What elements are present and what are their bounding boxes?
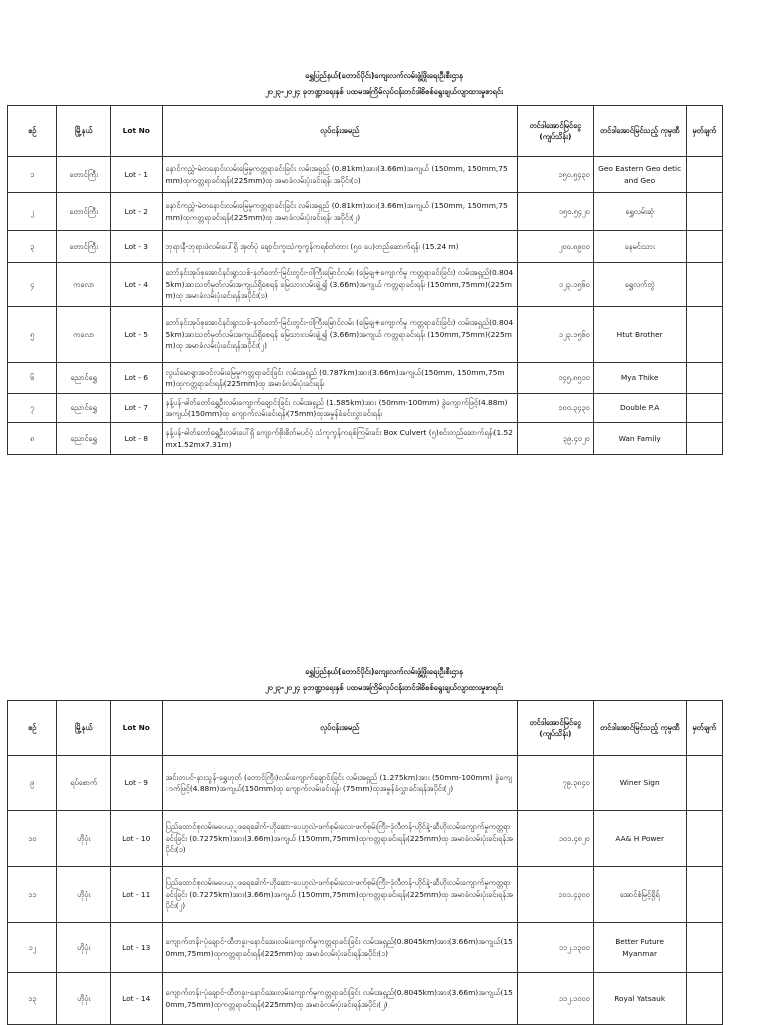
row-work-cell: ကျောက်တန်း-ပုံချောင်-ထီတခူး-နောင်အေးလမ်းကျောက်မှုကတ္တရာခင်းခြင်း လမ်းအရှည်(0.8045km)အား(3.66m)အကျယ်(150mm,75mm)ထုကတ္တရာခင်းရန်၊(225mm)ထု အမာခံလမ်းပုံးခင်းရန်အပိုင်း(၂): [162, 973, 517, 1025]
row-work-cell: နောင်ကညွှဲ-မဲတနောင်းလမ်းမြေမှုကတ္တရာခင်းခြင်း လမ်းအရှည် (0.81km)အား(3.66m)အကျယ် (150mm, 150mm,75mm)ထုကတ္တရာခင်းရန်၊(225mm)ထု အမာခံလမ်းပုံးခင်းရန်၊ အပိုင်း(၂): [162, 193, 517, 231]
row-remark-cell: [686, 193, 722, 231]
row-amount-cell: ၁၁၂.၁၃၀၀: [517, 923, 593, 973]
row-no-cell: ၅: [8, 307, 57, 363]
row-company-cell: Geo Eastern Geo detic and Geo: [593, 157, 686, 193]
header-lot: Lot No: [111, 701, 163, 756]
row-lot-cell: Lot - 14: [111, 973, 163, 1025]
row-remark-cell: [686, 157, 722, 193]
header-remark: မှတ်ချက်: [686, 701, 722, 756]
row-no-cell: ၂: [8, 193, 57, 231]
table-row: [8, 307, 723, 363]
row-remark-cell: [686, 307, 722, 363]
row-township-cell: ဟိုပုံး: [57, 923, 111, 973]
row-township-cell: ဟိုပုံး: [57, 973, 111, 1025]
row-township-cell: တောင်ကြီး: [57, 231, 111, 263]
table-row: [8, 193, 723, 231]
header-lot: Lot No: [111, 106, 163, 157]
row-no-cell: ၁၁: [8, 867, 57, 923]
row-amount-cell: ၁၀၀.၃၄၃၀: [517, 394, 593, 423]
row-lot-cell: Lot - 5: [111, 307, 163, 363]
row-company-cell: Better Future Myanmar: [593, 923, 686, 973]
table-row: [8, 923, 723, 973]
header-amount: တင်ဒါအောင်မြင်ငွေ (ကျပ်သိန်း): [517, 701, 593, 756]
row-lot-cell: Lot - 13: [111, 923, 163, 973]
row-company-cell: Royal Yatsauk: [593, 973, 686, 1025]
row-no-cell: ၇: [8, 394, 57, 423]
row-amount-cell: ၁၀၁.၄၃၀၀: [517, 867, 593, 923]
header-remark: မှတ်ချက်: [686, 106, 722, 157]
row-amount-cell: ၁၄၅.၈၅၁၀: [517, 363, 593, 394]
row-remark-cell: [686, 867, 722, 923]
table-row: [8, 756, 723, 811]
header-work: လုပ်ငန်းအမည်: [162, 106, 517, 157]
row-amount-cell: ၁၂၃.၁၅၆၀: [517, 307, 593, 363]
row-remark-cell: [686, 394, 722, 423]
row-work-cell: ဘုရားနီ-ဘုရားဖဲလမ်းပေါ်ရှိ အုတ်ပုံ ချောင်းကူးသံကူကွန်ကရစ်တံတား (၅၀ ပေ)တည်ဆောက်ရန်၊ (15.24 m): [162, 231, 517, 263]
row-company-cell: ခနမင်းသား: [593, 231, 686, 263]
header-no: စဉ်: [8, 106, 57, 157]
row-township-cell: ကလော: [57, 307, 111, 363]
page2-title-line1: ရွှေပြည်နယ်(တောင်ပိုင်း)ကျေးလက်လမ်းဖွံ့ဖြိုးရေးဦးစီးဌာန: [305, 667, 463, 676]
row-lot-cell: Lot - 2: [111, 193, 163, 231]
row-township-cell: ရပ်စောက်: [57, 756, 111, 811]
row-lot-cell: Lot - 4: [111, 263, 163, 307]
row-work-cell: ကျောက်တန်း-ပုံချောင်-ထီတခူး-နောင်အေးလမ်းကျောက်မှုကတ္တရာခင်းခြင်း လမ်းအရှည်(0.8045km)အား(3.66m)အကျယ်(150mm,75mm)ထုကတ္တရာခင်းရန်၊(225mm)ထု အမာခံလမ်းပုံးခင်းရန်အပိုင်း(၁): [162, 923, 517, 973]
row-amount-cell: ၁၅၀.၅၄၃၀: [517, 157, 593, 193]
row-work-cell: နန့်ပန်-ဓါတ်တော်ရွှေဦးလမ်းကျောက်ချောင်းခြင်း လမ်းအရှည် (1.585km)အား (50mm-100mm) ခွဲကျောက်ဖြင့်(4.88m)အကျယ်(150mm)ထု ကျောက်လမ်းခင်းရန်၊(75mm)ထုအမှုန်ခံခင်းလွှာခင်းရန်၊: [162, 394, 517, 423]
row-company-cell: Mya Thike: [593, 363, 686, 394]
row-no-cell: ၃: [8, 231, 57, 263]
row-no-cell: ၁၀: [8, 811, 57, 867]
row-remark-cell: [686, 923, 722, 973]
row-work-cell: အင်းတပင်-နားသွန်-ရွှေဟုတ် (တောင်ကြီး)လမ်းကျောက်ချောင်းခြင်း လမ်းအရှည် (1.275km)အား (50mm-100mm) ခွဲကျောက်ဖြင့်(4.88m)အကျယ်(150mm)ထု ကျောက်လမ်းခင်းရန်၊ (75mm)ထုအမှုန်ခံလွှာခင်းရန်အပိုင်း(၂): [162, 756, 517, 811]
row-no-cell: ၁: [8, 157, 57, 193]
table-row: [8, 394, 723, 423]
row-no-cell: ၄: [8, 263, 57, 307]
row-company-cell: အောင်စံမြင့်ရှိရ်: [593, 867, 686, 923]
header-company: တင်ဒါအောင်မြင်သည့် ကုမ္ပဏီ: [593, 106, 686, 157]
table-row: [8, 263, 723, 307]
row-company-cell: ရွှေလက်တွဲ: [593, 263, 686, 307]
row-work-cell: နန့်ပန်-ဓါတ်တော်ရွှေဦးလမ်းပေါ်ရှိ ကျောက်စိုးစိတ်မပင်ပံ့ သံကူကွန်ကရစ်ကြမ်းခင်း Box Culvert (၅)စင်းတည်ဆောက်ရန်၊(1.52mx1.52mx7.31m): [162, 423, 517, 455]
row-company-cell: Winer Sign: [593, 756, 686, 811]
row-lot-cell: Lot - 6: [111, 363, 163, 394]
header-township: မြို့နယ်: [57, 701, 111, 756]
page1-tender-table: [7, 105, 723, 455]
row-township-cell: တောင်ကြီး: [57, 157, 111, 193]
table-row: [8, 423, 723, 455]
row-amount-cell: ၇၉.၃၈၄၀: [517, 756, 593, 811]
row-company-cell: AA& H Power: [593, 811, 686, 867]
table-header-row: [8, 106, 723, 157]
row-amount-cell: ၁၁၂.၁၀၀၀: [517, 973, 593, 1025]
row-no-cell: ၁၃: [8, 973, 57, 1025]
page2-title-line2: ၂၀၂၃-၂၀၂၄ ခုဘဏ္ဍာရေးနှစ် ပထမအကြိမ်လုပ်ငန်းတင်ဒါစိစစ်ရွေးချယ်လျာထားမှုစာရင်း: [264, 683, 504, 692]
row-township-cell: ကလော: [57, 263, 111, 307]
header-amount: တင်ဒါအောင်မြင်ငွေ (ကျပ်သိန်း): [517, 106, 593, 157]
row-township-cell: ဟိုပုံး: [57, 811, 111, 867]
row-no-cell: ၆: [8, 363, 57, 394]
row-remark-cell: [686, 973, 722, 1025]
header-work: လုပ်ငန်းအမည်: [162, 701, 517, 756]
row-no-cell: ၈: [8, 423, 57, 455]
row-no-cell: ၉: [8, 756, 57, 811]
header-no: စဉ်: [8, 701, 57, 756]
row-company-cell: ရွှေလမ်းဆုံ: [593, 193, 686, 231]
row-amount-cell: ၁၅၀.၅၄၂၀: [517, 193, 593, 231]
row-lot-cell: Lot - 10: [111, 811, 163, 867]
row-remark-cell: [686, 811, 722, 867]
row-lot-cell: Lot - 9: [111, 756, 163, 811]
row-lot-cell: Lot - 3: [111, 231, 163, 263]
header-township: မြို့နယ်: [57, 106, 111, 157]
row-work-cell: ပြည်ထောင်စုလမ်းမပေယ့ူဖရေခေါက်-ဟိုဆော-ပေဟူလဲ-ဖက်စုမ်းလေး-ဖက်စုမ်းကြီး-ဒုံလီတန်-ဟိုင်နဲ့-ဆီဟိုးလမ်းကျောက်မှုကတ္တရာခင်းခြင်း (0.7275km)အား(3.66m)အကျယ် (150mm,75mm)ထုကတ္တရာခင်းရန်၊(225mm)ထု အမာခံလမ်းပုံးခင်းရန်အပိုင်း(၂): [162, 867, 517, 923]
row-work-cell: နောင်ကညွှဲ-မဲတနောင်းလမ်းမြေမှုကတ္တရာခင်းခြင်း လမ်းအရှည် (0.81km)အား(3.66m)အကျယ် (150mm, 150mm,75mm)ထုကတ္တရာခင်းရန်၊(225mm)ထု အမာခံလမ်းပုံးခင်းရန်၊ အပိုင်း(၁): [162, 157, 517, 193]
row-lot-cell: Lot - 7: [111, 394, 163, 423]
row-no-cell: ၁၂: [8, 923, 57, 973]
page2-tender-table: [7, 700, 723, 1025]
row-work-cell: ဘော်နင်းအုပ်စုအောင်နင်းရွာသစ်-နတ်တော်-မြင်းတွင်း-ဝါကြီးမြောင်လမ်း (မြေချ+ကျောက်မှု ကတ္တရာခင်းခြင်း) လမ်းအရှည်(0.8045km)အားသတ်မှတ်လမ်းအကျယ်ရှိစေရန် မြေသားလမ်းချဲ့၍ (3.66m)အကျယ် ကတ္တရာခင်းရန်၊ (150mm,75mm)(225mm)ထု အမာခံလမ်းပုံးခင်းရန်အပိုင်း(၁): [162, 263, 517, 307]
row-company-cell: Double P.A: [593, 394, 686, 423]
row-amount-cell: ၁၀၁.၄၈၂၀: [517, 811, 593, 867]
table-row: [8, 157, 723, 193]
row-amount-cell: ၃၉.၄၀၂၀: [517, 423, 593, 455]
table-row: [8, 867, 723, 923]
table-row: [8, 973, 723, 1025]
table-row: [8, 363, 723, 394]
row-lot-cell: Lot - 11: [111, 867, 163, 923]
row-township-cell: ညောင်ရွှေ: [57, 423, 111, 455]
table-row: [8, 231, 723, 263]
row-work-cell: ဘော်နင်းအုပ်စုအောင်နင်းရွာသစ်-နတ်တော်-မြင်းတွင်း-ဝါကြီးမြောင်လမ်း (မြေချ+ကျောက်မှု ကတ္တရာခင်းခြင်း) လမ်းအရှည်(0.8045km)အားသတ်မှတ်လမ်းအကျယ်ရှိစေရန် မြေသားလမ်းချဲ့၍ (3.66m)အကျယ် ကတ္တရာခင်းရန်၊ (150mm,75mm)(225mm)ထု အမာခံလမ်းပုံးခင်းရန်အပိုင်း(၂): [162, 307, 517, 363]
row-township-cell: တောင်ကြီး: [57, 193, 111, 231]
row-work-cell: ပြည်ထောင်စုလမ်းမပေယ့ူဖရေခေါက်-ဟိုဆော-ပေဟူလဲ-ဖက်စုမ်းလေး-ဖက်စုမ်းကြီး-ဒုံလီတန်-ဟိုင်နဲ့-ဆီဟိုးလမ်းကျောက်မှုကတ္တရာခင်းခြင်း (0.7275km)အား(3.66m)အကျယ် (150mm,75mm)ထုကတ္တရာခင်းရန်၊(225mm)ထု အမာခံလမ်းပုံးခင်းရန်အပိုင်း(၁): [162, 811, 517, 867]
row-company-cell: Wan Family: [593, 423, 686, 455]
row-remark-cell: [686, 423, 722, 455]
row-remark-cell: [686, 363, 722, 394]
table-row: [8, 811, 723, 867]
row-remark-cell: [686, 756, 722, 811]
row-township-cell: ညောင်ရွှေ: [57, 363, 111, 394]
header-company: တင်ဒါအောင်မြင်သည့် ကုမ္ပဏီ: [593, 701, 686, 756]
row-amount-cell: ၁၂၃.၁၅၆၀: [517, 263, 593, 307]
page1-title-line2: ၂၀၂၃-၂၀၂၄ ခုဘဏ္ဍာရေးနှစ် ပထမအကြိမ်လုပ်ငန်းတင်ဒါစိစစ်ရွေးချယ်လျာထားမှုစာရင်း: [264, 87, 504, 96]
row-remark-cell: [686, 231, 722, 263]
table-header-row: [8, 701, 723, 756]
row-township-cell: ညောင်ရွှေ: [57, 394, 111, 423]
row-lot-cell: Lot - 8: [111, 423, 163, 455]
row-amount-cell: ၂၀၀.၈၉၀၀: [517, 231, 593, 263]
row-remark-cell: [686, 263, 722, 307]
row-work-cell: လွယ်မောရွာအဝင်လမ်းမြေမှုကတ္တရာခင်းခြင်း လမ်းအရှည် (0.787km)အား(3.66m)အကျယ်(150mm, 150mm,75mm)ထုကတ္တရာခင်းရန်၊(225mm)ထု အမာခံလမ်းပုံးခင်းရန်၊: [162, 363, 517, 394]
page1-title-line1: ရွှေပြည်နယ်(တောင်ပိုင်း)ကျေးလက်လမ်းဖွံ့ဖြိုးရေးဦးစီးဌာန: [305, 71, 463, 80]
row-township-cell: ဟိုပုံး: [57, 867, 111, 923]
row-lot-cell: Lot - 1: [111, 157, 163, 193]
row-company-cell: Htut Brother: [593, 307, 686, 363]
